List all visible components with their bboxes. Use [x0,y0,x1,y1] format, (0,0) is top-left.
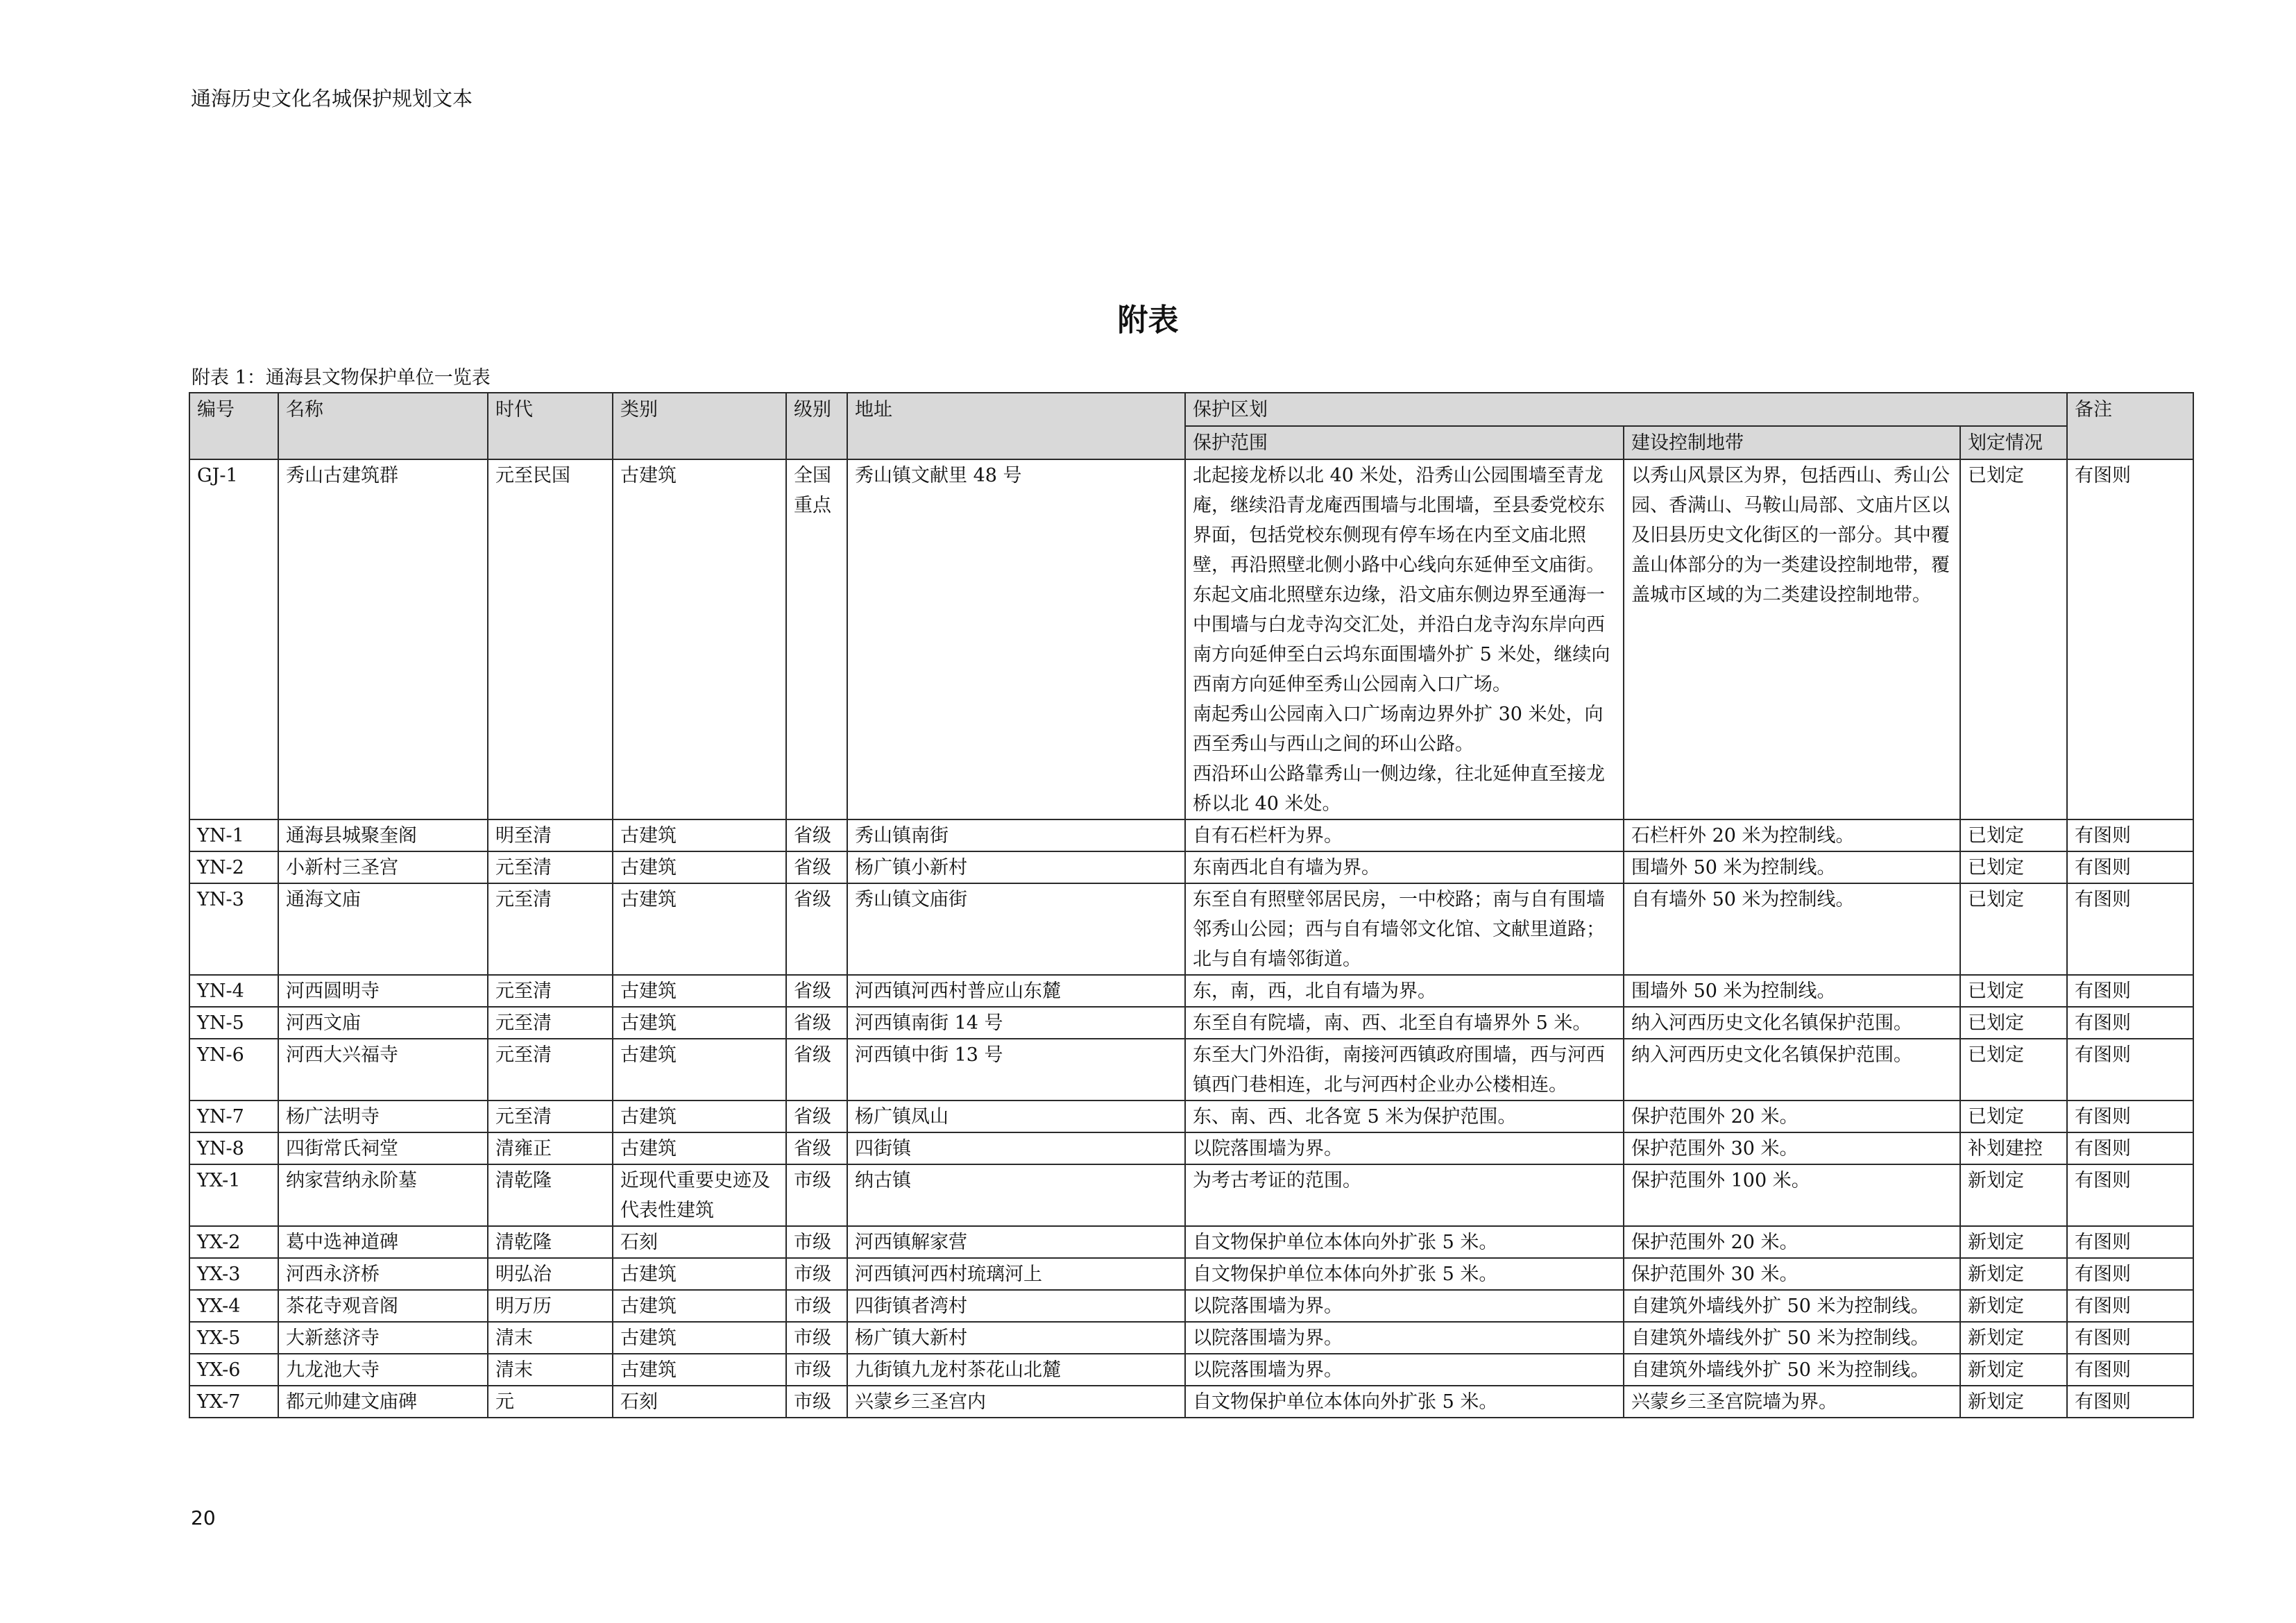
protection-range-paragraph: 东起文庙北照壁东边缘，沿文庙东侧边界至通海一中围墙与白龙寺沟交汇处，并沿白龙寺沟东岸向西南方向延伸至白云坞东面围墙外扩 5 米处，继续向西南方向延伸至秀山公园南入口广场。 [1193,584,1610,695]
site-name-cell: 大新慈济寺 [278,1322,488,1354]
site-name-cell: 秀山古建筑群 [278,459,488,819]
era-cell: 清末 [488,1322,613,1354]
designation-status-cell: 已划定 [1960,1039,2067,1101]
column-header-level: 级别 [786,393,847,426]
protection-range-cell [1185,1226,1624,1258]
level-cell: 省级 [786,851,847,883]
column-header-protection-range: 保护范围 [1185,426,1624,459]
level-cell: 市级 [786,1354,847,1386]
column-header-designation-status: 划定情况 [1960,426,2067,459]
remarks-cell: 有图则 [2067,1039,2193,1101]
remarks-cell: 有图则 [2067,883,2193,975]
designation-status-cell: 新划定 [1960,1290,2067,1322]
table-row [189,851,2193,883]
control-zone-cell: 兴蒙乡三圣宫院墙为界。 [1624,1386,1960,1418]
level-cell: 省级 [786,1039,847,1101]
site-name-cell: 四街常氏祠堂 [278,1132,488,1164]
era-cell: 清乾隆 [488,1164,613,1226]
address-cell: 杨广镇大新村 [847,1322,1185,1354]
control-zone-cell: 纳入河西历史文化名镇保护范围。 [1624,1039,1960,1101]
address-cell: 九街镇九龙村茶花山北麓 [847,1354,1185,1386]
table-row [189,459,2193,819]
remarks-cell: 有图则 [2067,1007,2193,1039]
column-header-category: 类别 [613,393,786,426]
table-row [189,1007,2193,1039]
protection-range-cell [1185,1164,1624,1226]
era-cell: 明万历 [488,1290,613,1322]
protection-range-cell [1185,883,1624,975]
table-row [189,1101,2193,1132]
protection-range-cell [1185,975,1624,1007]
address-cell: 杨广镇凤山 [847,1101,1185,1132]
protection-range-paragraph: 东，南，西，北自有墙为界。 [1193,980,1436,1002]
protection-range-cell [1185,1007,1624,1039]
address-cell: 秀山镇南街 [847,819,1185,851]
column-header-code: 编号 [189,393,278,426]
control-zone-cell: 保护范围外 30 米。 [1624,1258,1960,1290]
category-cell: 古建筑 [613,819,786,851]
heritage-sites-table [189,392,2194,1418]
protection-range-paragraph: 南起秀山公园南入口广场南边界外扩 30 米处，向西至秀山与西山之间的环山公路。 [1193,704,1604,755]
site-code-cell: YX-7 [189,1386,278,1418]
subheader-spacer [488,426,613,459]
protection-range-cell [1185,1386,1624,1418]
protection-range-paragraph: 北起接龙桥以北 40 米处，沿秀山公园围墙至青龙庵，继续沿青龙庵西围墙与北围墙，至县委党校东界面，包括党校东侧现有停车场在内至文庙北照壁，再沿照壁北侧小路中心线向东延伸至文庙街。 [1193,465,1605,576]
table-caption: 附表 1：通海县文物保护单位一览表 [192,367,491,389]
level-cell: 全国重点 [786,459,847,819]
table-row [189,1290,2193,1322]
level-cell: 市级 [786,1164,847,1226]
era-cell: 元至清 [488,851,613,883]
category-cell: 古建筑 [613,459,786,819]
control-zone-cell: 保护范围外 20 米。 [1624,1226,1960,1258]
site-code-cell: YN-7 [189,1101,278,1132]
category-cell: 古建筑 [613,1354,786,1386]
protection-range-paragraph: 东、南、西、北各宽 5 米为保护范围。 [1193,1106,1517,1128]
category-cell: 古建筑 [613,1132,786,1164]
era-cell: 清雍正 [488,1132,613,1164]
protection-range-cell [1185,1101,1624,1132]
subheader-spacer [278,426,488,459]
column-header-address: 地址 [847,393,1185,426]
site-code-cell: YN-2 [189,851,278,883]
remarks-cell: 有图则 [2067,459,2193,819]
site-code-cell: YX-3 [189,1258,278,1290]
remarks-cell: 有图则 [2067,975,2193,1007]
control-zone-cell: 以秀山风景区为界，包括西山、秀山公园、香满山、马鞍山局部、文庙片区以及旧县历史文化街区的一部分。其中覆盖山体部分的为一类建设控制地带，覆盖城市区域的为二类建设控制地带。 [1624,459,1960,819]
protection-range-paragraph: 东至自有院墙，南、西、北至自有墙界外 5 米。 [1193,1012,1592,1034]
address-cell: 河西镇河西村普应山东麓 [847,975,1185,1007]
era-cell: 元至清 [488,1101,613,1132]
table-row [189,1226,2193,1258]
protection-range-paragraph: 东至大门外沿街，南接河西镇政府围墙，西与河西镇西门巷相连，北与河西村企业办公楼相连。 [1193,1044,1605,1096]
address-cell: 四街镇 [847,1132,1185,1164]
site-code-cell: YN-8 [189,1132,278,1164]
subheader-spacer [189,426,278,459]
protection-range-cell [1185,851,1624,883]
era-cell: 元 [488,1386,613,1418]
page-number: 20 [191,1506,216,1529]
site-name-cell: 河西圆明寺 [278,975,488,1007]
designation-status-cell: 新划定 [1960,1164,2067,1226]
column-header-era: 时代 [488,393,613,426]
protection-range-paragraph: 以院落围墙为界。 [1193,1295,1343,1317]
address-cell: 秀山镇文献里 48 号 [847,459,1185,819]
column-group-header-protection: 保护区划 [1185,393,2067,426]
table-row [189,1322,2193,1354]
column-header-remarks: 备注 [2067,393,2193,426]
protection-range-cell [1185,1322,1624,1354]
remarks-cell: 有图则 [2067,1386,2193,1418]
protection-range-paragraph: 自有石栏杆为界。 [1193,825,1343,847]
category-cell: 石刻 [613,1386,786,1418]
site-code-cell: YX-2 [189,1226,278,1258]
address-cell: 兴蒙乡三圣宫内 [847,1386,1185,1418]
control-zone-cell: 纳入河西历史文化名镇保护范围。 [1624,1007,1960,1039]
designation-status-cell: 已划定 [1960,819,2067,851]
site-name-cell: 河西大兴福寺 [278,1039,488,1101]
site-name-cell: 小新村三圣宫 [278,851,488,883]
control-zone-cell: 保护范围外 100 米。 [1624,1164,1960,1226]
level-cell: 省级 [786,1132,847,1164]
remarks-cell: 有图则 [2067,1164,2193,1226]
site-code-cell: YN-1 [189,819,278,851]
protection-range-paragraph: 为考古考证的范围。 [1193,1170,1361,1191]
designation-status-cell: 新划定 [1960,1354,2067,1386]
page-title: 附表 [1117,303,1179,338]
category-cell: 石刻 [613,1226,786,1258]
subheader-spacer [847,426,1185,459]
protection-range-paragraph: 东南西北自有墙为界。 [1193,857,1380,878]
era-cell: 元至清 [488,1039,613,1101]
category-cell: 古建筑 [613,1290,786,1322]
designation-status-cell: 已划定 [1960,975,2067,1007]
level-cell: 市级 [786,1386,847,1418]
remarks-cell: 有图则 [2067,1132,2193,1164]
protection-range-paragraph: 以院落围墙为界。 [1193,1359,1343,1381]
remarks-cell: 有图则 [2067,819,2193,851]
level-cell: 市级 [786,1322,847,1354]
site-code-cell: YX-5 [189,1322,278,1354]
protection-range-paragraph: 自文物保护单位本体向外扩张 5 米。 [1193,1232,1498,1253]
remarks-cell: 有图则 [2067,1226,2193,1258]
site-code-cell: YN-3 [189,883,278,975]
level-cell: 市级 [786,1226,847,1258]
era-cell: 元至清 [488,883,613,975]
era-cell: 清乾隆 [488,1226,613,1258]
remarks-cell: 有图则 [2067,1290,2193,1322]
category-cell: 古建筑 [613,883,786,975]
control-zone-cell: 石栏杆外 20 米为控制线。 [1624,819,1960,851]
level-cell: 省级 [786,975,847,1007]
designation-status-cell: 已划定 [1960,1101,2067,1132]
subheader-spacer [2067,426,2193,459]
category-cell: 近现代重要史迹及代表性建筑 [613,1164,786,1226]
site-code-cell: YX-4 [189,1290,278,1322]
control-zone-cell: 自有墙外 50 米为控制线。 [1624,883,1960,975]
column-header-name: 名称 [278,393,488,426]
site-code-cell: YN-5 [189,1007,278,1039]
protection-range-cell [1185,1039,1624,1101]
site-code-cell: GJ-1 [189,459,278,819]
site-code-cell: YN-4 [189,975,278,1007]
era-cell: 明至清 [488,819,613,851]
subheader-spacer [786,426,847,459]
table-header-row [189,393,2193,426]
category-cell: 古建筑 [613,1101,786,1132]
protection-range-paragraph: 自文物保护单位本体向外扩张 5 米。 [1193,1391,1498,1413]
control-zone-cell: 保护范围外 20 米。 [1624,1101,1960,1132]
site-name-cell: 通海县城聚奎阁 [278,819,488,851]
address-cell: 杨广镇小新村 [847,851,1185,883]
category-cell: 古建筑 [613,1258,786,1290]
protection-range-cell [1185,1354,1624,1386]
table-row [189,975,2193,1007]
site-name-cell: 通海文庙 [278,883,488,975]
protection-range-paragraph: 东至自有照壁邻居民房，一中校路；南与自有围墙邻秀山公园；西与自有墙邻文化馆、文献里道路；北与自有墙邻街道。 [1193,889,1605,970]
address-cell: 河西镇河西村琉璃河上 [847,1258,1185,1290]
address-cell: 河西镇解家营 [847,1226,1185,1258]
designation-status-cell: 新划定 [1960,1386,2067,1418]
level-cell: 省级 [786,1007,847,1039]
era-cell: 明弘治 [488,1258,613,1290]
site-name-cell: 河西永济桥 [278,1258,488,1290]
protection-range-cell [1185,1258,1624,1290]
control-zone-cell: 自建筑外墙线外扩 50 米为控制线。 [1624,1322,1960,1354]
site-code-cell: YX-6 [189,1354,278,1386]
address-cell: 纳古镇 [847,1164,1185,1226]
site-name-cell: 都元帅建文庙碑 [278,1386,488,1418]
protection-range-paragraph: 以院落围墙为界。 [1193,1327,1343,1349]
level-cell: 省级 [786,819,847,851]
category-cell: 古建筑 [613,975,786,1007]
address-cell: 河西镇南街 14 号 [847,1007,1185,1039]
table-row [189,1164,2193,1226]
address-cell: 四街镇者湾村 [847,1290,1185,1322]
designation-status-cell: 已划定 [1960,883,2067,975]
site-name-cell: 杨广法明寺 [278,1101,488,1132]
control-zone-cell: 围墙外 50 米为控制线。 [1624,851,1960,883]
address-cell: 秀山镇文庙街 [847,883,1185,975]
remarks-cell: 有图则 [2067,1258,2193,1290]
era-cell: 元至清 [488,1007,613,1039]
era-cell: 元至清 [488,975,613,1007]
control-zone-cell: 保护范围外 30 米。 [1624,1132,1960,1164]
designation-status-cell: 补划建控 [1960,1132,2067,1164]
era-cell: 元至民国 [488,459,613,819]
era-cell: 清末 [488,1354,613,1386]
designation-status-cell: 已划定 [1960,851,2067,883]
designation-status-cell: 新划定 [1960,1258,2067,1290]
site-code-cell: YN-6 [189,1039,278,1101]
table-subheader-row [189,426,2193,459]
control-zone-cell: 围墙外 50 米为控制线。 [1624,975,1960,1007]
table-row [189,1258,2193,1290]
designation-status-cell: 已划定 [1960,459,2067,819]
site-name-cell: 葛中选神道碑 [278,1226,488,1258]
designation-status-cell: 新划定 [1960,1226,2067,1258]
table-row [189,883,2193,975]
address-cell: 河西镇中街 13 号 [847,1039,1185,1101]
control-zone-cell: 自建筑外墙线外扩 50 米为控制线。 [1624,1290,1960,1322]
control-zone-cell: 自建筑外墙线外扩 50 米为控制线。 [1624,1354,1960,1386]
table-row [189,1132,2193,1164]
protection-range-cell [1185,1290,1624,1322]
site-name-cell: 茶花寺观音阁 [278,1290,488,1322]
category-cell: 古建筑 [613,1039,786,1101]
subheader-spacer [613,426,786,459]
protection-range-paragraph: 西沿环山公路靠秀山一侧边缘，往北延伸直至接龙桥以北 40 米处。 [1193,763,1605,815]
remarks-cell: 有图则 [2067,1322,2193,1354]
site-code-cell: YX-1 [189,1164,278,1226]
document-header: 通海历史文化名城保护规划文本 [191,87,473,110]
designation-status-cell: 已划定 [1960,1007,2067,1039]
protection-range-cell [1185,819,1624,851]
protection-range-cell [1185,459,1624,819]
remarks-cell: 有图则 [2067,1101,2193,1132]
column-header-control-zone: 建设控制地带 [1624,426,1960,459]
level-cell: 市级 [786,1258,847,1290]
table-row [189,1039,2193,1101]
protection-range-paragraph: 自文物保护单位本体向外扩张 5 米。 [1193,1264,1498,1285]
table-row [189,1354,2193,1386]
category-cell: 古建筑 [613,1322,786,1354]
level-cell: 市级 [786,1290,847,1322]
protection-range-cell [1185,1132,1624,1164]
site-name-cell: 纳家营纳永阶墓 [278,1164,488,1226]
table-row [189,1386,2193,1418]
site-name-cell: 河西文庙 [278,1007,488,1039]
table-row [189,819,2193,851]
designation-status-cell: 新划定 [1960,1322,2067,1354]
category-cell: 古建筑 [613,1007,786,1039]
remarks-cell: 有图则 [2067,851,2193,883]
level-cell: 省级 [786,1101,847,1132]
category-cell: 古建筑 [613,851,786,883]
remarks-cell: 有图则 [2067,1354,2193,1386]
protection-range-paragraph: 以院落围墙为界。 [1193,1138,1343,1159]
site-name-cell: 九龙池大寺 [278,1354,488,1386]
level-cell: 省级 [786,883,847,975]
